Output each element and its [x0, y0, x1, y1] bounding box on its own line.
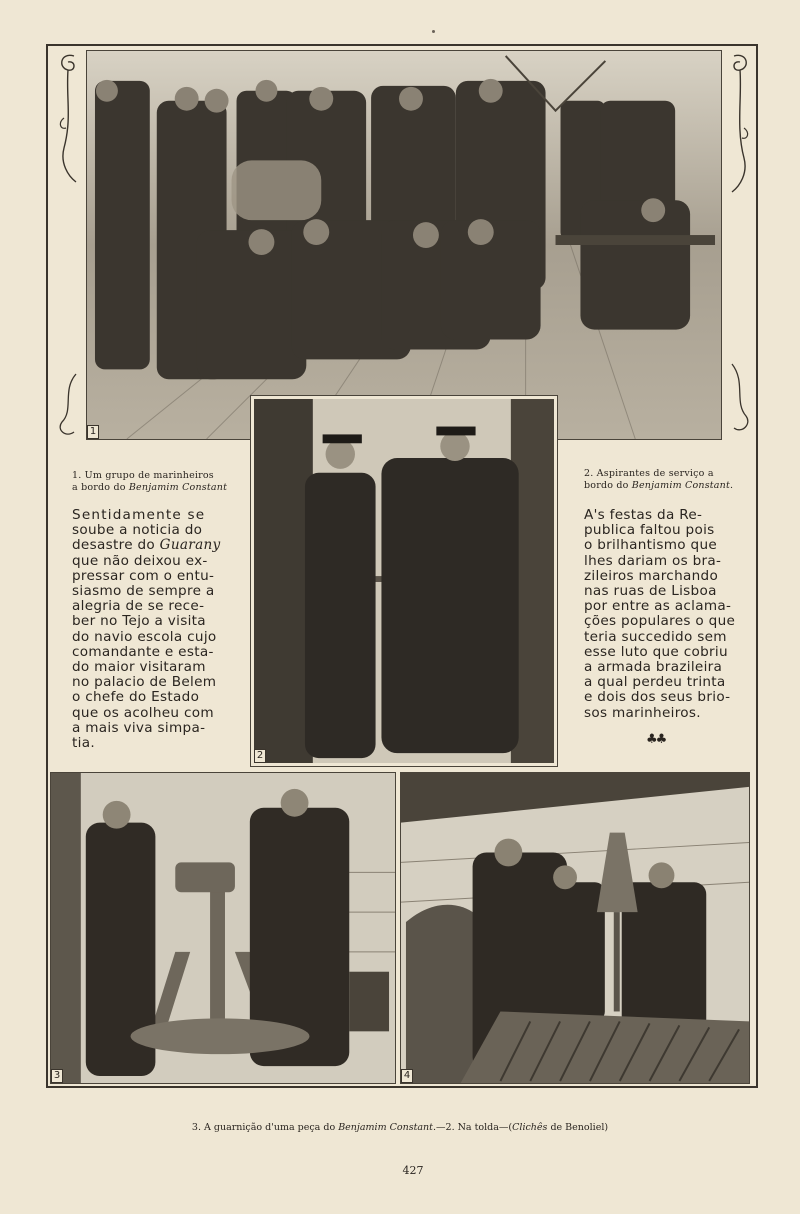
page-dot — [432, 30, 435, 33]
left-text-line — [72, 538, 232, 553]
footer-caption — [0, 1122, 800, 1133]
left-text-line: a mais viva simpa- — [72, 719, 206, 736]
caption-photo-1-line-1: 1. Um grupo de marinheiros — [72, 470, 214, 481]
right-text-line: zileiros marchando — [584, 567, 719, 584]
photo-on-deck — [400, 772, 750, 1084]
left-text-line: ber no Tejo a visita — [72, 613, 206, 630]
left-text-line: do navio escola cujo — [72, 628, 217, 645]
left-text-line: que não deixou ex- — [72, 552, 208, 569]
page-number: 427 — [402, 1164, 424, 1177]
right-text-line: o brilhantismo que — [584, 537, 718, 554]
right-text-line: a armada brazileira — [584, 659, 723, 676]
photo-sailors-group — [86, 50, 722, 440]
photo-gun-crew — [50, 772, 396, 1084]
right-text-line: nas ruas de Lisboa — [584, 583, 717, 600]
right-text-line: A's festas da Re- — [584, 507, 703, 523]
caption-photo-2-prefix: bordo do — [584, 480, 632, 491]
caption-photo-2-line-1: 2. Aspirantes de serviço a — [584, 468, 714, 479]
right-article-text — [584, 508, 748, 721]
left-text-line: tia. — [72, 735, 95, 752]
footer-caption-part-2: .—2. Na tolda—( — [433, 1122, 513, 1133]
left-text-line: comandante e esta- — [72, 643, 214, 660]
left-bottom-ornament — [54, 370, 84, 440]
photo-cadets-on-duty — [251, 396, 557, 766]
right-text-line: publica faltou pois — [584, 522, 715, 539]
right-bottom-ornament — [724, 360, 754, 440]
footer-caption-cliches: Clichês — [512, 1122, 548, 1133]
left-text-line: o chefe do Estado — [72, 689, 200, 706]
photo-number-2: 2 — [254, 749, 266, 763]
footer-caption-part-3: de Benoliel) — [547, 1122, 609, 1133]
left-text-line: pressar com o entu- — [72, 567, 215, 584]
left-article-text — [72, 508, 232, 751]
clubs-ornament-icon: ♣♣ — [646, 732, 666, 747]
left-text-line: alegria de se rece- — [72, 598, 205, 615]
footer-caption-part-1: 3. A guarnição d'uma peça do — [191, 1122, 339, 1133]
left-scroll-ornament — [54, 48, 84, 188]
right-scroll-ornament — [724, 48, 754, 198]
caption-photo-1 — [72, 470, 227, 494]
photo-number-1: 1 — [87, 425, 99, 439]
left-text-line: que os acolheu com — [72, 704, 214, 721]
caption-photo-1-line-2 — [72, 482, 227, 494]
right-text-line: lhes dariam os bra- — [584, 552, 722, 569]
right-text-line: ções populares o que — [584, 613, 736, 630]
caption-photo-1-prefix: a bordo do — [72, 482, 129, 493]
right-text-line: esse luto que cobriu — [584, 643, 728, 660]
left-text-line: soube a noticia do — [72, 522, 203, 539]
right-text-line: a qual perdeu trinta — [584, 674, 726, 691]
footer-caption-ship: Benjamim Constant — [338, 1122, 433, 1133]
caption-photo-2-line-2 — [584, 480, 733, 492]
right-text-line: teria succedido sem — [584, 628, 727, 645]
left-text-line: siasmo de sempre a — [72, 583, 215, 600]
caption-photo-2 — [584, 468, 733, 492]
right-text-line: e dois dos seus brio- — [584, 689, 731, 706]
left-text-prefix: desastre do — [72, 537, 160, 554]
caption-photo-2-ship: Benjamim Constant. — [631, 480, 734, 491]
left-text-line: do maior visitaram — [72, 659, 206, 676]
photo-number-4: 4 — [401, 1069, 413, 1083]
caption-photo-1-ship: Benjamim Constant — [128, 482, 228, 493]
left-text-line: no palacio de Belem — [72, 674, 217, 691]
right-text-line: por entre as aclama- — [584, 598, 732, 615]
ship-name-guarany: Guarany — [159, 537, 221, 554]
right-text-line: sos marinheiros. — [584, 704, 701, 721]
photo-number-3: 3 — [51, 1069, 63, 1083]
left-text-line: Sentidamente se — [72, 507, 206, 523]
